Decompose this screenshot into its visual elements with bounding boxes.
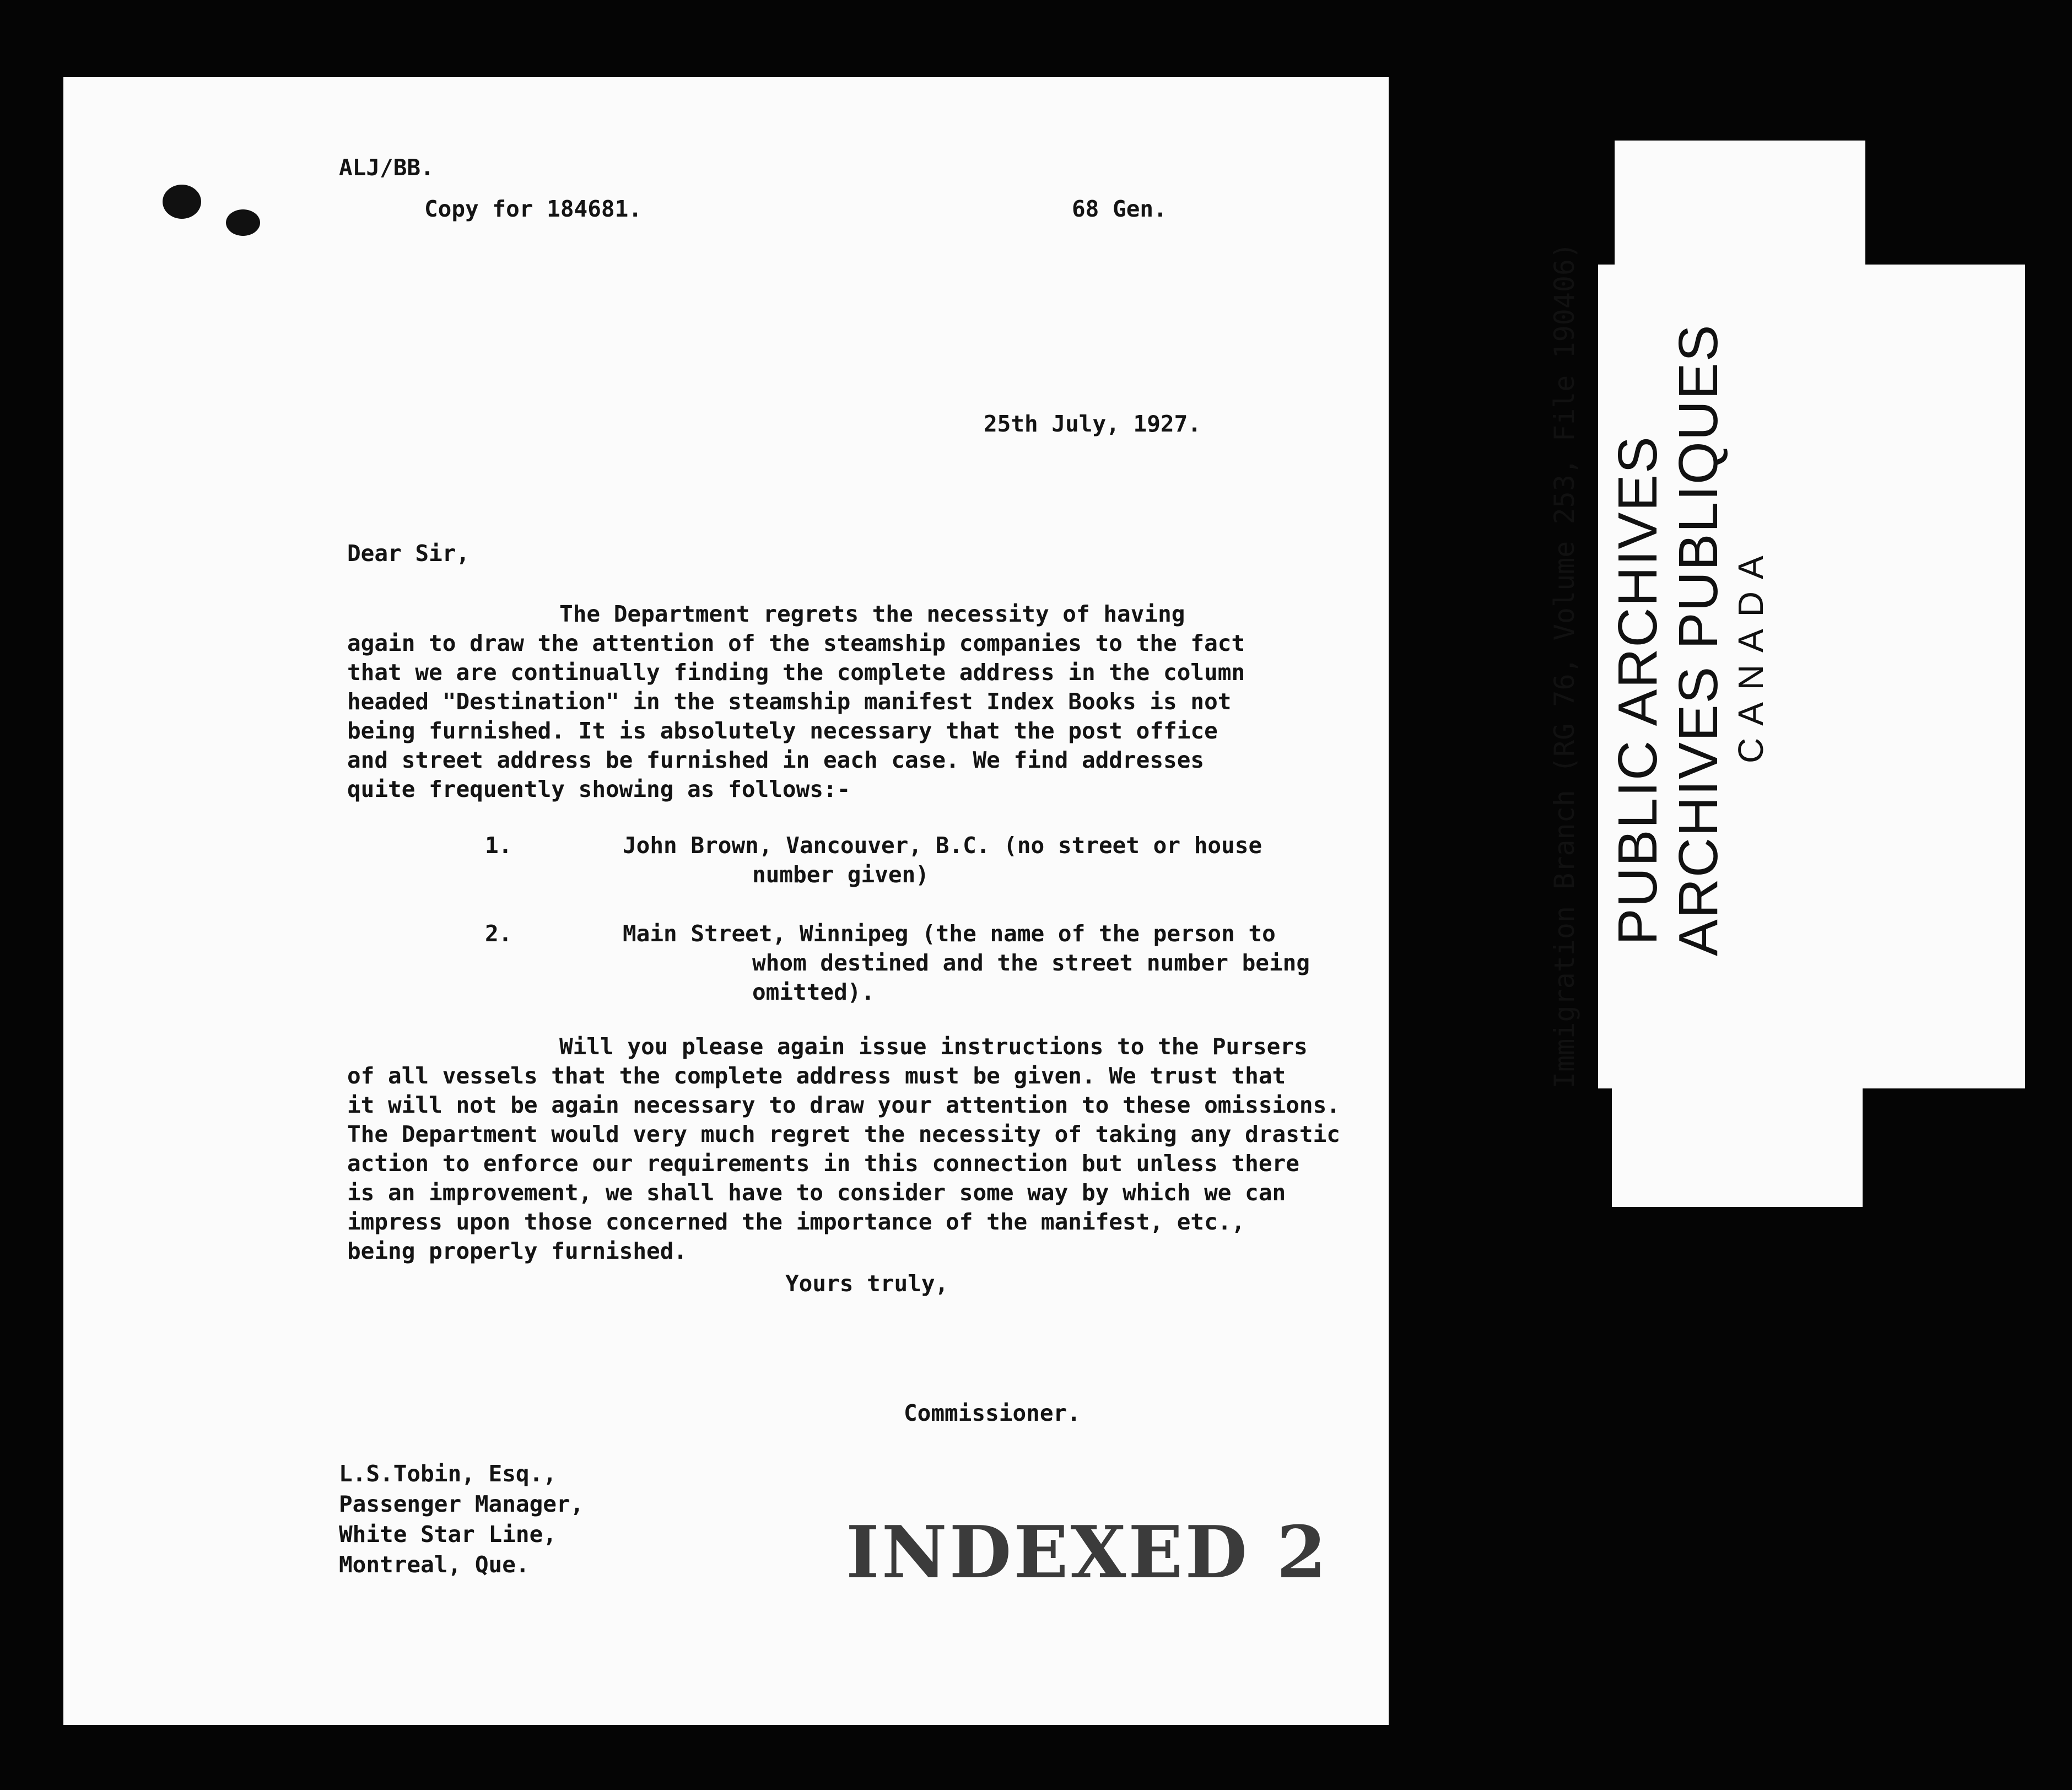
paragraph-line: is an improvement, we shall have to consider some way by which we can [347,1179,1286,1206]
list-item-text: Main Street, Winnipeg (the name of the person to [623,920,1276,947]
archive-label-bottom [1612,1086,1863,1207]
ink-blot [163,185,201,219]
paragraph-line: Will you please again issue instructions to the Pursers [559,1033,1308,1060]
signature-title: Commissioner. [904,1400,1081,1426]
list-item-text: John Brown, Vancouver, B.C. (no street or house [623,832,1262,859]
indexed-stamp: INDEXED 2 [846,1510,1329,1594]
paragraph-line: being furnished. It is absolutely necessary that the post office [347,718,1218,744]
paragraph-line: impress upon those concerned the importance of the manifest, etc., [347,1209,1245,1235]
paragraph-line: The Department regrets the necessity of having [559,601,1185,627]
paragraph-line: The Department would very much regret the necessity of taking any drastic [347,1121,1340,1147]
paragraph-line: action to enforce our requirements in this connection but unless there [347,1150,1299,1177]
archive-line-canada: CANADA [1731,543,1771,763]
paragraph-line: headed "Destination" in the steamship manifest Index Books is not [347,688,1232,715]
letter-page [63,77,1389,1725]
paragraph-line: it will not be again necessary to draw your attention to these omissions. [347,1092,1340,1118]
copy-for-line: Copy for 184681. [424,196,642,222]
paragraph-line: and street address be furnished in each case. We find addresses [347,747,1205,773]
list-item-number: 1. [485,832,512,859]
archive-line-public-archives: PUBLIC ARCHIVES [1607,435,1669,945]
list-item-text: number given) [752,861,929,888]
letter-date: 25th July, 1927. [984,411,1201,437]
ink-blot [226,209,260,236]
paragraph-line: being properly furnished. [347,1238,688,1264]
address-line: Passenger Manager, [339,1491,584,1517]
reference-initials: ALJ/BB. [339,154,434,181]
paragraph-line: again to draw the attention of the steamship companies to the fact [347,630,1245,656]
paragraph-line: of all vessels that the complete address must be given. We trust that [347,1063,1286,1089]
address-line: Montreal, Que. [339,1551,530,1578]
archive-citation: Immigration Branch (RG 76, Volume 253, File 190406) [1548,242,1580,1088]
address-line: White Star Line, [339,1521,557,1548]
salutation: Dear Sir, [347,540,470,567]
list-item-number: 2. [485,920,512,947]
file-number: 68 Gen. [1072,196,1167,222]
paragraph-line: that we are continually finding the complete address in the column [347,659,1245,686]
address-line: L.S.Tobin, Esq., [339,1460,557,1487]
list-item-text: whom destined and the street number being [752,950,1310,976]
paragraph-line: quite frequently showing as follows:- [347,776,851,802]
list-item-text: omitted). [752,979,875,1005]
archive-line-archives-publiques: ARCHIVES PUBLIQUES [1668,324,1729,956]
archive-label-right-tab [1857,265,2025,1086]
closing: Yours truly, [785,1270,949,1297]
